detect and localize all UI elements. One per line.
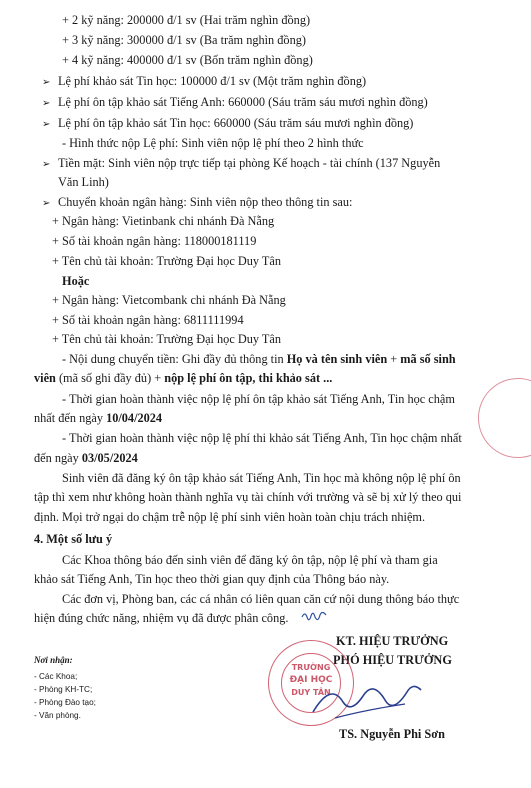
arrow-bullet-icon: ➢: [42, 119, 51, 130]
fee-2-skills: + 2 kỹ năng: 200000 đ/1 sv (Hai trăm nghìn đồng): [62, 13, 311, 27]
or-label: Hoặc: [62, 274, 90, 288]
signature-title-1: KT. HIỆU TRƯỞNG: [336, 634, 449, 648]
bank2-holder: + Tên chủ tài khoản: Trường Đại học Duy Tân: [52, 332, 282, 346]
initials-signature: [300, 608, 330, 624]
handwritten-signature: [305, 676, 425, 726]
section-4-title: 4. Một số lưu ý: [34, 532, 113, 546]
note-line3: Các đơn vị, Phòng ban, các cá nhân có liên quan căn cứ nội dung thông báo thực: [62, 592, 460, 606]
bullet-it-review-fee: ➢ Lệ phí ôn tập khảo sát Tin học: 660000 (Sáu trăm sáu mươi nghìn đồng): [42, 115, 413, 133]
transfer-content-line1: - Nội dung chuyển tiền: Ghi đầy đủ thông tin Họ và tên sinh viên + mã số sinh: [62, 352, 456, 366]
bank2-account: + Số tài khoản ngân hàng: 6811111994: [52, 313, 244, 327]
warning-line3: định. Mọi trở ngại do chậm trễ nộp lệ phí sinh viên hoàn toàn chịu trách nhiệm.: [34, 510, 426, 524]
recipient-item: - Phòng KH-TC;: [34, 685, 93, 694]
recipient-item: - Phòng Đào tạo;: [34, 698, 96, 707]
recipients-title: Nơi nhận:: [34, 655, 73, 665]
arrow-bullet-icon: ➢: [42, 98, 51, 109]
bank1-name: + Ngân hàng: Vietinbank chi nhánh Đà Nẵng: [52, 214, 275, 228]
warning-line2: tập thì xem như không hoàn thành nghĩa vụ tài chính với trường và sẽ bị xử lý theo qui: [34, 490, 462, 504]
bank1-holder: + Tên chủ tài khoản: Trường Đại học Duy Tân: [52, 254, 282, 268]
bullet-cash: ➢ Tiền mặt: Sinh viên nộp trực tiếp tại phòng Kế hoạch - tài chính (137 Nguyễn: [42, 155, 440, 173]
fee-3-skills: + 3 kỹ năng: 300000 đ/1 sv (Ba trăm nghìn đồng): [62, 33, 306, 47]
margin-seal: [478, 378, 531, 458]
bank1-account: + Số tài khoản ngân hàng: 118000181119: [52, 234, 257, 248]
payment-form: - Hình thức nộp Lệ phí: Sinh viên nộp lệ phí theo 2 hình thức: [62, 136, 364, 150]
arrow-bullet-icon: ➢: [42, 77, 51, 88]
recipient-item: - Văn phòng.: [34, 711, 81, 720]
recipient-item: - Các Khoa;: [34, 672, 78, 681]
note-line1: Các Khoa thông báo đến sinh viên để đăng ký ôn tập, nộp lệ phí và tham gia: [62, 553, 438, 567]
warning-line1: Sinh viên đã đăng ký ôn tập khảo sát Tiếng Anh, Tin học mà không nộp lệ phí ôn: [62, 471, 461, 485]
deadline-exam-line1: - Thời gian hoàn thành việc nộp lệ phí thi khảo sát Tiếng Anh, Tin học chậm nhất: [62, 431, 462, 445]
arrow-bullet-icon: ➢: [42, 198, 51, 209]
note-line4: hiện đúng chức năng, nhiệm vụ đã được phân công.: [34, 611, 289, 625]
transfer-content-line2: viên (mã số ghi đầy đủ) + nộp lệ phí ôn tập, thi khảo sát ...: [34, 371, 333, 385]
note-line2: khảo sát Tiếng Anh, Tin học theo thời gian quy định của Thông báo này.: [34, 572, 390, 586]
bank2-name: + Ngân hàng: Vietcombank chi nhánh Đà Nẵng: [52, 293, 286, 307]
deadline-review-line1: - Thời gian hoàn thành việc nộp lệ phí ôn tập khảo sát Tiếng Anh, Tin học chậm: [62, 392, 455, 406]
university-seal: TRƯỜNG ĐẠI HỌC DUY TÂN: [268, 640, 354, 726]
cash-address-cont: Văn Linh): [58, 175, 109, 189]
bullet-english-review-fee: ➢ Lệ phí ôn tập khảo sát Tiếng Anh: 660000 (Sáu trăm sáu mươi nghìn đồng): [42, 94, 428, 112]
signer-name: TS. Nguyễn Phi Sơn: [339, 727, 445, 741]
bullet-it-exam-fee: ➢ Lệ phí khảo sát Tin học: 100000 đ/1 sv (Một trăm nghìn đồng): [42, 73, 366, 91]
deadline-review-line2: nhất đến ngày 10/04/2024: [34, 411, 163, 425]
signature-title-2: PHÓ HIỆU TRƯỞNG: [333, 653, 452, 667]
fee-4-skills: + 4 kỹ năng: 400000 đ/1 sv (Bốn trăm nghìn đồng): [62, 53, 313, 67]
deadline-exam-line2: đến ngày 03/05/2024: [34, 451, 138, 465]
arrow-bullet-icon: ➢: [42, 159, 51, 170]
bullet-bank-transfer: ➢ Chuyển khoản ngân hàng: Sinh viên nộp theo thông tin sau:: [42, 194, 352, 212]
